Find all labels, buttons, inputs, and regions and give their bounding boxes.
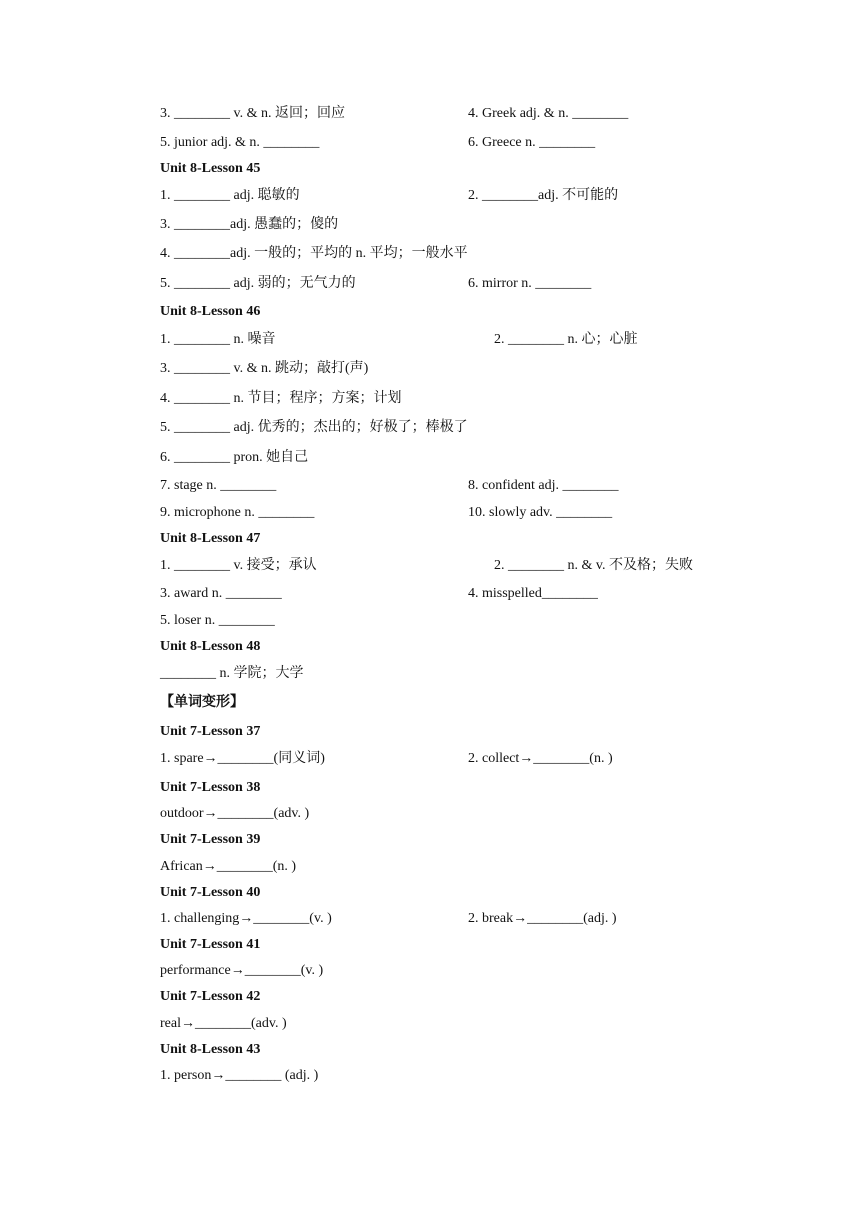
exercise-item-left: 1. spare→________(同义词) bbox=[160, 751, 325, 766]
heading-text: Unit 8-Lesson 48 bbox=[160, 639, 261, 654]
exercise-line bbox=[0, 503, 860, 523]
heading-text: Unit 7-Lesson 42 bbox=[160, 989, 261, 1004]
exercise-line bbox=[0, 749, 860, 769]
exercise-item-left: 7. stage n. ________ bbox=[160, 478, 277, 493]
section-heading bbox=[0, 302, 860, 322]
exercise-line bbox=[0, 359, 860, 379]
exercise-item: performance→________(v. ) bbox=[160, 963, 324, 978]
exercise-line bbox=[0, 104, 860, 124]
exercise-item-left: 1. ________ n. 噪音 bbox=[160, 332, 276, 347]
section-heading bbox=[0, 637, 860, 657]
exercise-line bbox=[0, 274, 860, 294]
exercise-line bbox=[0, 1014, 860, 1034]
heading-text: Unit 7-Lesson 37 bbox=[160, 724, 261, 739]
section-heading bbox=[0, 529, 860, 549]
exercise-item: 3. ________ v. & n. 跳动；敲打(声) bbox=[160, 361, 369, 376]
section-heading bbox=[0, 987, 860, 1007]
exercise-item-left: 1. challenging→________(v. ) bbox=[160, 911, 332, 926]
exercise-item: outdoor→________(adv. ) bbox=[160, 806, 310, 821]
exercise-item: 6. ________ pron. 她自己 bbox=[160, 450, 309, 465]
exercise-item: 5. loser n. ________ bbox=[160, 613, 275, 628]
exercise-item-right: 2. ________adj. 不可能的 bbox=[468, 188, 619, 203]
exercise-item: 1. person→________ (adj. ) bbox=[160, 1068, 319, 1083]
exercise-item-right: 2. ________ n. & v. 不及格；失败 bbox=[494, 558, 693, 573]
exercise-line bbox=[0, 476, 860, 496]
exercise-line bbox=[0, 961, 860, 981]
exercise-line bbox=[0, 330, 860, 350]
exercise-item: 4. ________adj. 一般的；平均的 n. 平均；一般水平 bbox=[160, 246, 468, 261]
exercise-item-left: 1. ________ adj. 聪敏的 bbox=[160, 188, 300, 203]
exercise-line bbox=[0, 611, 860, 631]
exercise-item-right: 2. ________ n. 心；心脏 bbox=[494, 332, 638, 347]
exercise-line bbox=[0, 418, 860, 438]
exercise-line bbox=[0, 664, 860, 684]
exercise-line bbox=[0, 1066, 860, 1086]
heading-text: Unit 8-Lesson 47 bbox=[160, 531, 261, 546]
section-heading bbox=[0, 830, 860, 850]
exercise-item: real→________(adv. ) bbox=[160, 1016, 287, 1031]
section-heading bbox=[0, 159, 860, 179]
exercise-item: 3. ________adj. 愚蠢的；傻的 bbox=[160, 217, 339, 232]
exercise-item-right: 2. break→________(adj. ) bbox=[468, 911, 617, 926]
exercise-line bbox=[0, 909, 860, 929]
exercise-item: 4. ________ n. 节目；程序；方案；计划 bbox=[160, 391, 402, 406]
exercise-line bbox=[0, 584, 860, 604]
exercise-line bbox=[0, 186, 860, 206]
exercise-item: African→________(n. ) bbox=[160, 859, 297, 874]
exercise-item-left: 5. ________ adj. 弱的；无气力的 bbox=[160, 276, 356, 291]
section-heading bbox=[0, 778, 860, 798]
exercise-line bbox=[0, 215, 860, 235]
exercise-item-right: 4. misspelled________ bbox=[468, 586, 598, 601]
section-heading bbox=[0, 722, 860, 742]
exercise-item-right: 6. Greece n. ________ bbox=[468, 135, 596, 150]
exercise-line bbox=[0, 448, 860, 468]
exercise-line bbox=[0, 556, 860, 576]
section-heading bbox=[0, 935, 860, 955]
heading-text: Unit 7-Lesson 38 bbox=[160, 780, 261, 795]
exercise-item-right: 2. collect→________(n. ) bbox=[468, 751, 613, 766]
exercise-line bbox=[0, 804, 860, 824]
heading-text: Unit 8-Lesson 43 bbox=[160, 1042, 261, 1057]
section-heading bbox=[0, 1040, 860, 1060]
exercise-line bbox=[0, 133, 860, 153]
exercise-item-right: 4. Greek adj. & n. ________ bbox=[468, 106, 629, 121]
exercise-item-left: 5. junior adj. & n. ________ bbox=[160, 135, 320, 150]
exercise-item-right: 10. slowly adv. ________ bbox=[468, 505, 613, 520]
section-heading bbox=[0, 693, 860, 713]
exercise-line bbox=[0, 244, 860, 264]
section-heading bbox=[0, 883, 860, 903]
heading-text: Unit 8-Lesson 45 bbox=[160, 161, 261, 176]
exercise-item-right: 6. mirror n. ________ bbox=[468, 276, 592, 291]
heading-text: 【单词变形】 bbox=[160, 695, 244, 710]
exercise-item-left: 3. award n. ________ bbox=[160, 586, 282, 601]
exercise-line bbox=[0, 389, 860, 409]
exercise-item-right: 8. confident adj. ________ bbox=[468, 478, 619, 493]
exercise-item: ________ n. 学院；大学 bbox=[160, 666, 304, 681]
exercise-item-left: 3. ________ v. & n. 返回；回应 bbox=[160, 106, 345, 121]
heading-text: Unit 7-Lesson 40 bbox=[160, 885, 261, 900]
exercise-item-left: 1. ________ v. 接受；承认 bbox=[160, 558, 317, 573]
exercise-item: 5. ________ adj. 优秀的；杰出的；好极了；棒极了 bbox=[160, 420, 468, 435]
exercise-item-left: 9. microphone n. ________ bbox=[160, 505, 315, 520]
heading-text: Unit 7-Lesson 39 bbox=[160, 832, 261, 847]
heading-text: Unit 8-Lesson 46 bbox=[160, 304, 261, 319]
exercise-line bbox=[0, 857, 860, 877]
heading-text: Unit 7-Lesson 41 bbox=[160, 937, 261, 952]
